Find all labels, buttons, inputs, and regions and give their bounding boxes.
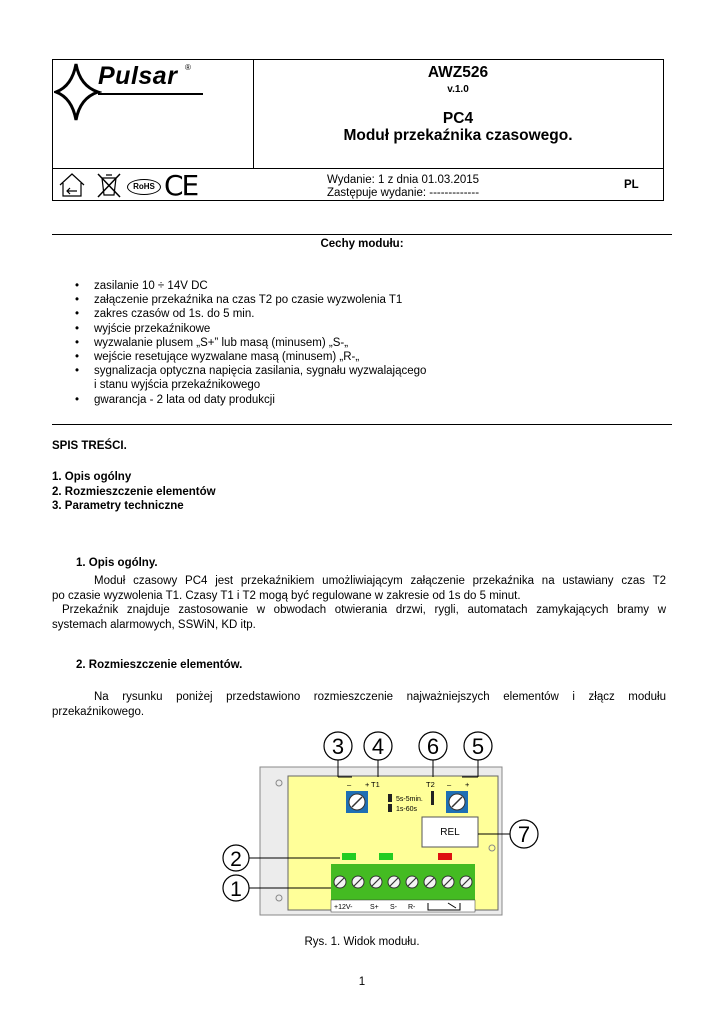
- features-title: Cechy modułu:: [320, 238, 404, 250]
- jumper-pin: [431, 791, 434, 805]
- jumper-label-2: 1s-60s: [396, 806, 418, 813]
- table-of-contents: [52, 470, 216, 514]
- section-2-line: przekaźnikowego.: [52, 705, 145, 718]
- header-box: [52, 59, 664, 201]
- features-bottom-rule: [52, 424, 672, 425]
- features-top-rule: [52, 234, 672, 235]
- toc-title: SPIS TREŚCI.: [52, 440, 127, 452]
- version: v.1.0: [447, 84, 469, 95]
- features-list: [75, 279, 635, 407]
- callout-number: 1: [230, 878, 242, 901]
- pulsar-star-logo-icon: [54, 62, 102, 122]
- model-name: PC4: [442, 110, 474, 127]
- callout-number: 2: [230, 848, 242, 871]
- section-1-title: 1. Opis ogólny.: [76, 557, 158, 569]
- list-item: • załączenie przekaźnika na czas T2 po czasie wyzwolenia T1: [75, 293, 635, 307]
- terminal-label: R-: [408, 904, 416, 911]
- section-2-title: 2. Rozmieszczenie elementów.: [76, 659, 243, 671]
- led-trigger: [379, 853, 393, 860]
- callout-number: 7: [517, 822, 531, 847]
- edition-info: [253, 174, 553, 200]
- logo-text: Pulsar: [98, 62, 178, 90]
- list-item: • wyzwalanie plusem „S+” lub masą (minusem) „S-„: [75, 336, 635, 350]
- list-item: • zasilanie 10 ÷ 14V DC: [75, 279, 635, 293]
- pot-t2-plus: +: [465, 780, 470, 789]
- list-item: [75, 364, 635, 392]
- list-item: • gwarancja - 2 lata od daty produkcji: [75, 393, 635, 407]
- product-code: AWZ526: [427, 64, 489, 81]
- t2-label: T2: [426, 780, 435, 789]
- weee-bin-icon: [95, 171, 123, 199]
- led-relay: [438, 853, 452, 860]
- section-2-body: [52, 690, 666, 719]
- rohs-badge: RoHS: [127, 179, 161, 195]
- section-1-line: systemach alarmowych, SSWiN, KD itp.: [52, 618, 256, 631]
- section-1-line: po czasie wyzwolenia T1. Czasy T1 i T2 mogą być regulowane w zakresie od 1s do 5 minut.: [52, 589, 521, 602]
- list-item-text: sygnalizacja optyczna napięcia zasilania, sygnału wyzwalającego: [94, 365, 427, 378]
- list-item: • wejście resetujące wyzwalane masą (minusem) „R-„: [75, 350, 635, 364]
- list-item: • wyjście przekaźnikowe: [75, 322, 635, 336]
- callout-number: 4: [371, 734, 385, 759]
- section-1-line: Moduł czasowy PC4 jest przekaźnikiem umożliwiającym załączenie przekaźnika na ustawiany czas T2: [94, 575, 666, 587]
- pot-t1-plus: +: [365, 780, 370, 789]
- document-title: Moduł przekaźnika czasowego.: [343, 127, 573, 144]
- pot-t1-minus: –: [347, 780, 352, 789]
- language-code: PL: [624, 179, 639, 191]
- list-item: • zakres czasów od 1s. do 5 min.: [75, 307, 635, 321]
- toc-item: 2. Rozmieszczenie elementów: [52, 485, 216, 498]
- header-horizontal-divider: [53, 168, 663, 169]
- terminal-label: S+: [370, 904, 379, 911]
- figure-caption: Rys. 1. Widok modułu.: [304, 936, 420, 948]
- jumper-pin: [388, 794, 392, 802]
- callout-number: 3: [331, 734, 345, 759]
- callout-number: 6: [426, 734, 440, 759]
- relay-label: REL: [440, 827, 460, 838]
- t1-label: T1: [371, 780, 380, 789]
- toc-item: 3. Parametry techniczne: [52, 500, 184, 512]
- module-diagram: [210, 727, 550, 927]
- section-1-line: Przekaźnik znajduje zastosowanie w obwodach otwierania drzwi, rygli, automatach zamykających bramy w: [62, 604, 666, 616]
- logo-registered-mark: ®: [185, 63, 191, 72]
- callout-number: 5: [471, 734, 485, 759]
- list-item-continuation: i stanu wyjścia przekaźnikowego: [94, 379, 261, 392]
- house-disposal-icon: [57, 171, 87, 199]
- page-number: 1: [358, 976, 366, 988]
- toc-item: 1. Opis ogólny: [52, 471, 132, 483]
- terminal-label: +12V-: [334, 904, 353, 911]
- section-2-line: Na rysunku poniżej przedstawiono rozmieszczenie najważniejszych elementów i złącz modułu: [94, 691, 666, 703]
- terminal-label: S-: [390, 904, 397, 911]
- logo-underline: [98, 93, 203, 95]
- ce-mark: CE: [164, 169, 198, 202]
- replaces-edition: Zastępuje wydanie: -------------: [326, 187, 480, 199]
- pot-t2-minus: –: [447, 780, 452, 789]
- jumper-label-1: 5s-5min.: [396, 796, 423, 803]
- edition-date: Wydanie: 1 z dnia 01.03.2015: [326, 174, 480, 186]
- led-power: [342, 853, 356, 860]
- jumper-pin: [388, 804, 392, 812]
- section-1-body: [52, 574, 666, 632]
